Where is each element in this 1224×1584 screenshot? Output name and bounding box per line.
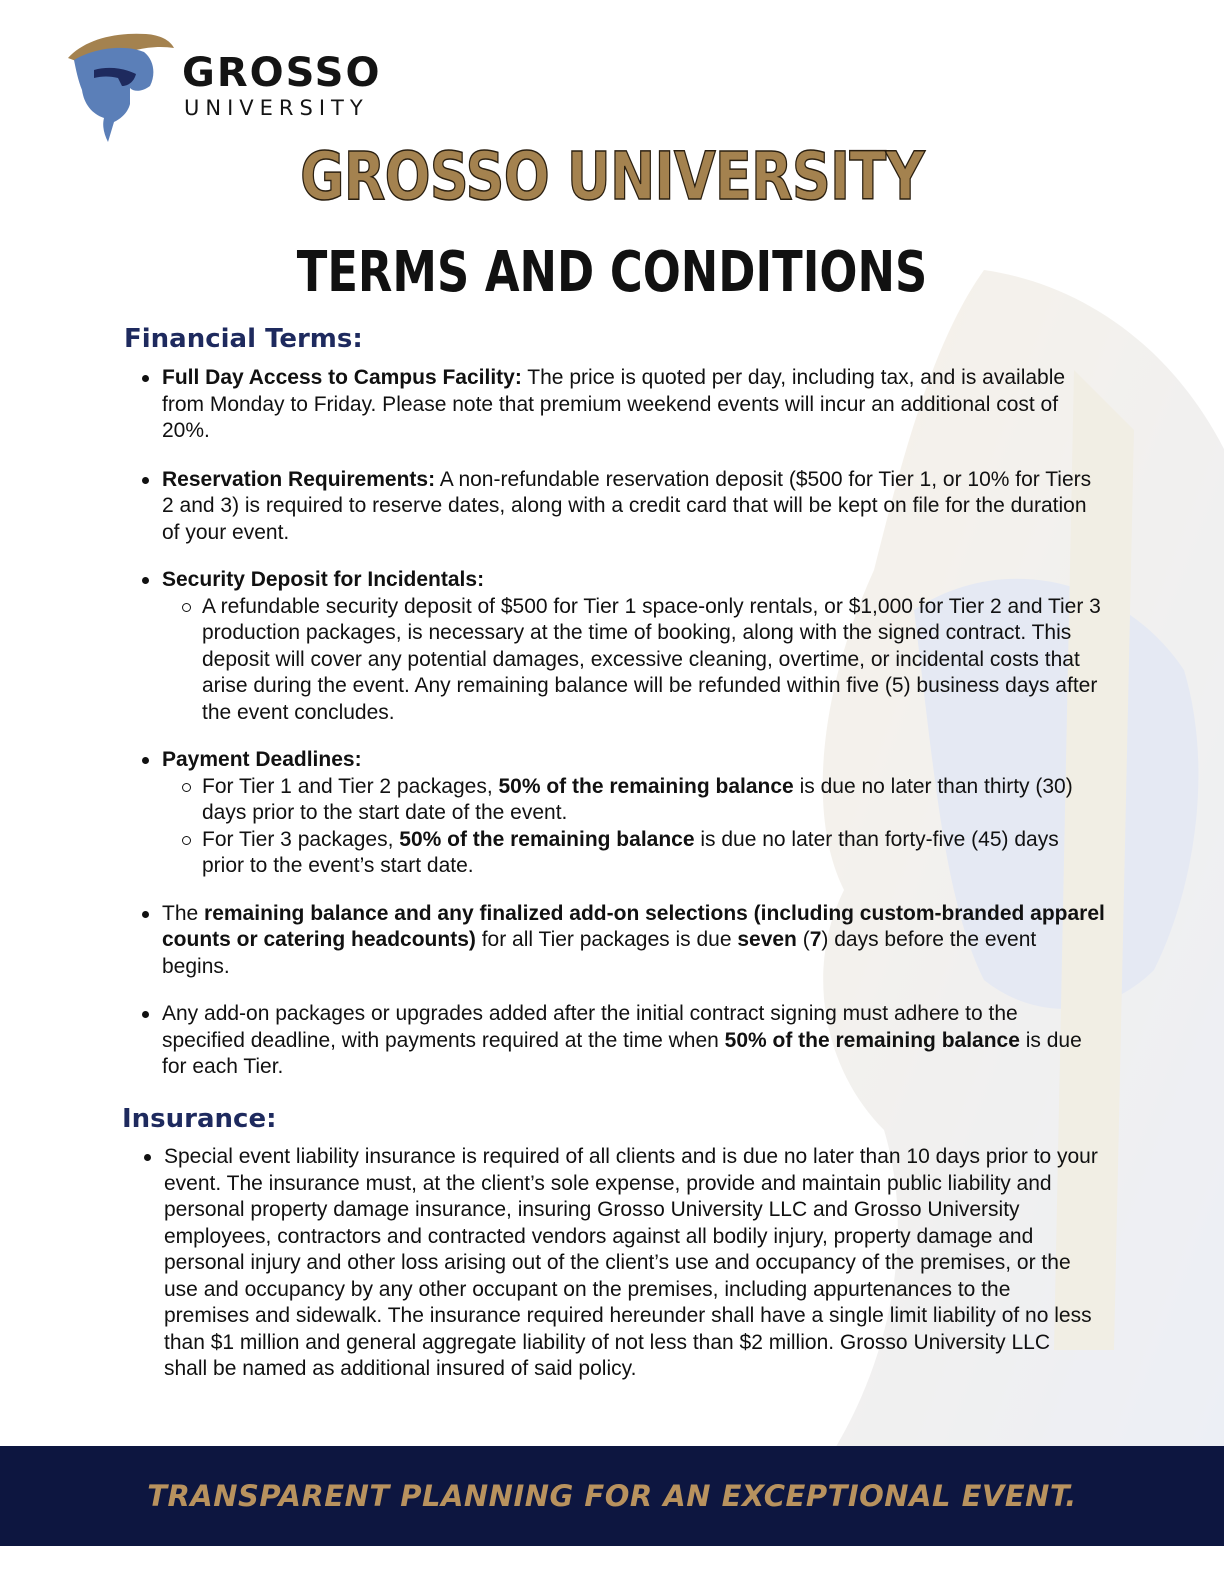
list-item bbox=[126, 467, 1106, 547]
university-logo bbox=[64, 30, 404, 145]
insurance-section bbox=[128, 1144, 1098, 1383]
sub-item-bold: 50% of the remaining balance bbox=[498, 774, 794, 798]
footer-tagline: TRANSPARENT PLANNING FOR AN EXCEPTIONAL EVENT. bbox=[147, 1479, 1077, 1513]
list-item bbox=[126, 747, 1106, 880]
financial-terms-section bbox=[126, 365, 1106, 1081]
sub-item-text: is due no later than thirty (30) days prior to the start date of the event. bbox=[202, 774, 1073, 824]
item-bold: 50% of the remaining balance bbox=[724, 1028, 1020, 1052]
page-subtitle: TERMS AND CONDITIONS bbox=[296, 240, 928, 305]
sub-list bbox=[126, 594, 1106, 727]
list-item bbox=[126, 567, 1106, 726]
item-text: ) days before the event begins. bbox=[162, 928, 1037, 978]
item-text: The bbox=[162, 901, 205, 925]
insurance-list bbox=[128, 1144, 1098, 1383]
list-item: Special event liability insurance is required of all clients and is due no later than 10 days prior to your event. The insurance must, at the client’s sole expense, provide and maintain public liability and personal property damage insurance, insuring Grosso University LLC and Grosso University employees, contractors and contracted vendors against all bodily injury, property damage and personal injury and other loss arising out of the client’s use and occupancy of the premises, or the use and occupancy by any other occupant on the premises, including appurtenances to the premises and sidewalk. The insurance required hereunder shall have a single limit liability of no less than $1 million and general aggregate liability of not less than $2 million. Grosso University LLC shall be named as additional insured of said policy. bbox=[128, 1144, 1098, 1383]
sub-item-text: is due no later than forty-five (45) days prior to the event’s start date. bbox=[202, 827, 1059, 877]
item-text: is due for each Tier. bbox=[162, 1028, 1082, 1078]
insurance-heading: Insurance: bbox=[122, 1104, 277, 1134]
item-text: A non-refundable reservation deposit ($500 for Tier 1, or 10% for Tiers 2 and 3) is required to reserve dates, along with a credit card that will be kept on file for the duration of your event. bbox=[162, 467, 1092, 544]
logo-wordmark-grosso: GROSSO bbox=[182, 50, 382, 96]
list-item bbox=[126, 365, 1106, 445]
item-bold-label: Payment Deadlines: bbox=[162, 748, 362, 771]
item-text: for all Tier packages is due bbox=[475, 928, 738, 951]
item-bold-label: Reservation Requirements: bbox=[162, 467, 436, 491]
financial-terms-list bbox=[126, 365, 1106, 1081]
footer-banner bbox=[0, 1446, 1224, 1546]
item-text: The price is quoted per day, including tax, and is available from Monday to Friday. Please note that premium weekend events will incur an additional cost of 20%. bbox=[162, 366, 1066, 442]
item-text: Any add-on packages or upgrades added after the initial contract signing must adhere to the specified deadline, with payments required at the time when bbox=[162, 1002, 1018, 1052]
sub-list-item bbox=[126, 774, 1106, 827]
sub-item-bold: 50% of the remaining balance bbox=[399, 827, 695, 851]
financial-terms-heading: Financial Terms: bbox=[124, 324, 363, 354]
sub-list-item bbox=[126, 827, 1106, 880]
item-bold-label: Security Deposit for Incidentals: bbox=[162, 568, 485, 591]
logo-wordmark-university: UNIVERSITY bbox=[184, 96, 369, 120]
item-text: ( bbox=[796, 928, 810, 951]
item-bold: seven bbox=[737, 928, 797, 951]
list-item bbox=[126, 901, 1106, 981]
page-title: GROSSO UNIVERSITY bbox=[300, 138, 924, 215]
item-bold-label: Full Day Access to Campus Facility: bbox=[162, 366, 522, 389]
list-item bbox=[126, 1001, 1106, 1081]
sub-list-item: A refundable security deposit of $500 for Tier 1 space-only rentals, or $1,000 for Tier 2 and Tier 3 production packages, is necessary at the time of booking, along with the signed contract. This deposit will cover any potential damages, excessive cleaning, overtime, or incidental costs that arise during the event. Any remaining balance will be refunded within five (5) business days after the event concludes. bbox=[126, 594, 1106, 727]
sub-list bbox=[126, 774, 1106, 880]
item-bold: remaining balance and any finalized add-on selections (including custom-branded apparel counts or catering headcounts) bbox=[162, 901, 1105, 951]
item-bold: 7 bbox=[809, 928, 822, 951]
sub-item-text: For Tier 1 and Tier 2 packages, bbox=[202, 774, 499, 798]
sub-item-text: For Tier 3 packages, bbox=[202, 827, 400, 851]
spartan-helmet-icon bbox=[64, 30, 176, 145]
